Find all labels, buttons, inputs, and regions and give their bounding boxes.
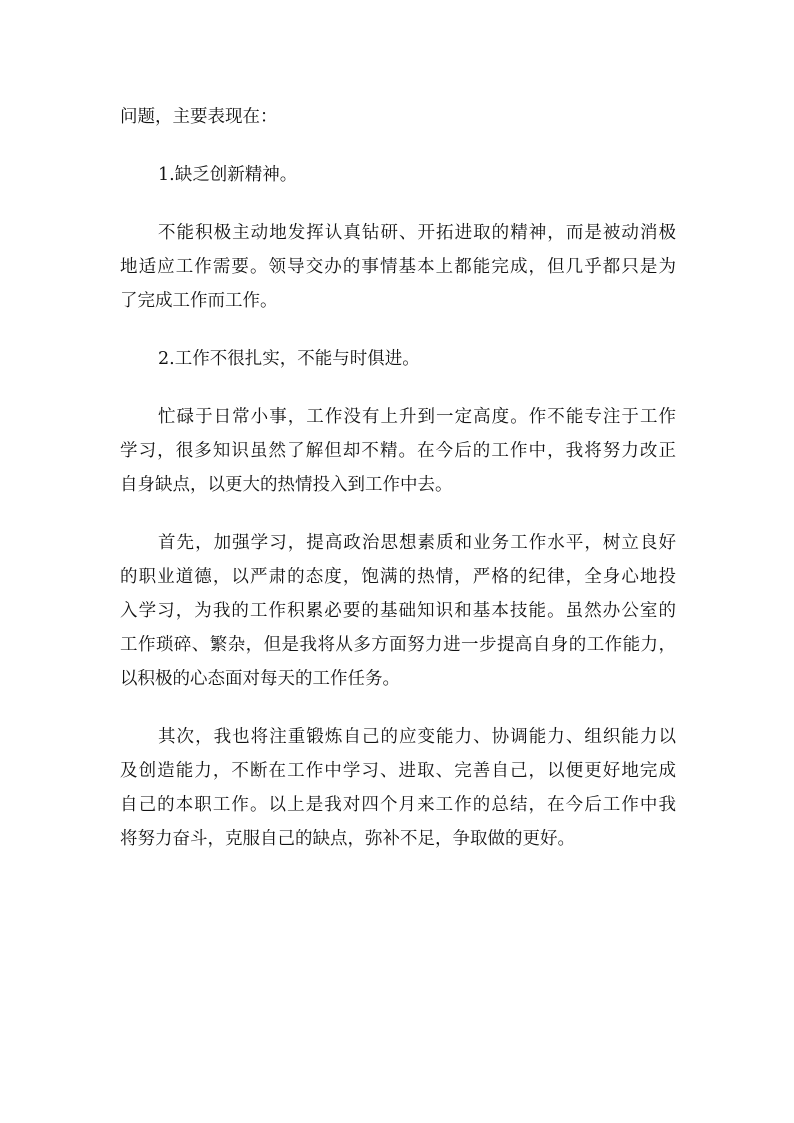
text-line: 以积极的心态面对每天的工作任务。 <box>120 669 400 689</box>
heading-1: 1.缺乏创新精神。 <box>158 165 298 185</box>
document-body <box>120 100 676 856</box>
text-line: 地适应工作需要。领导交办的事情基本上都能完成，但几乎都只是为 <box>120 257 676 277</box>
text-line: 自己的本职工作。以上是我对四个月来工作的总结，在今后工作中我 <box>120 795 676 815</box>
text-line: 首先，加强学习，提高政治思想素质和业务工作水平，树立良好 <box>158 533 676 553</box>
text-line: 了完成工作而工作。 <box>120 291 278 311</box>
text-line: 及创造能力，不断在工作中学习、进取、完善自己，以便更好地完成 <box>120 761 676 781</box>
text-line: 的职业道德，以严肃的态度，饱满的热情，严格的纪律，全身心地投 <box>120 567 676 587</box>
text-line: 自身缺点，以更大的热情投入到工作中去。 <box>120 475 453 495</box>
text-line: 不能积极主动地发挥认真钻研、开拓进取的精神，而是被动消极 <box>158 223 676 243</box>
text-line: 问题，主要表现在： <box>120 107 278 127</box>
heading-2: 2.工作不很扎实，不能与时俱进。 <box>158 349 420 369</box>
text-line: 学习，很多知识虽然了解但却不精。在今后的工作中，我将努力改正 <box>120 441 676 461</box>
text-line: 忙碌于日常小事，工作没有上升到一定高度。作不能专注于工作 <box>158 407 676 427</box>
text-line: 其次，我也将注重锻炼自己的应变能力、协调能力、组织能力以 <box>158 727 676 747</box>
text-line: 将努力奋斗，克服自己的缺点，弥补不足，争取做的更好。 <box>120 829 575 849</box>
text-line: 工作琐碎、繁杂，但是我将从多方面努力进一步提高自身的工作能力， <box>120 635 676 655</box>
text-line: 入学习，为我的工作积累必要的基础知识和基本技能。虽然办公室的 <box>120 601 676 621</box>
